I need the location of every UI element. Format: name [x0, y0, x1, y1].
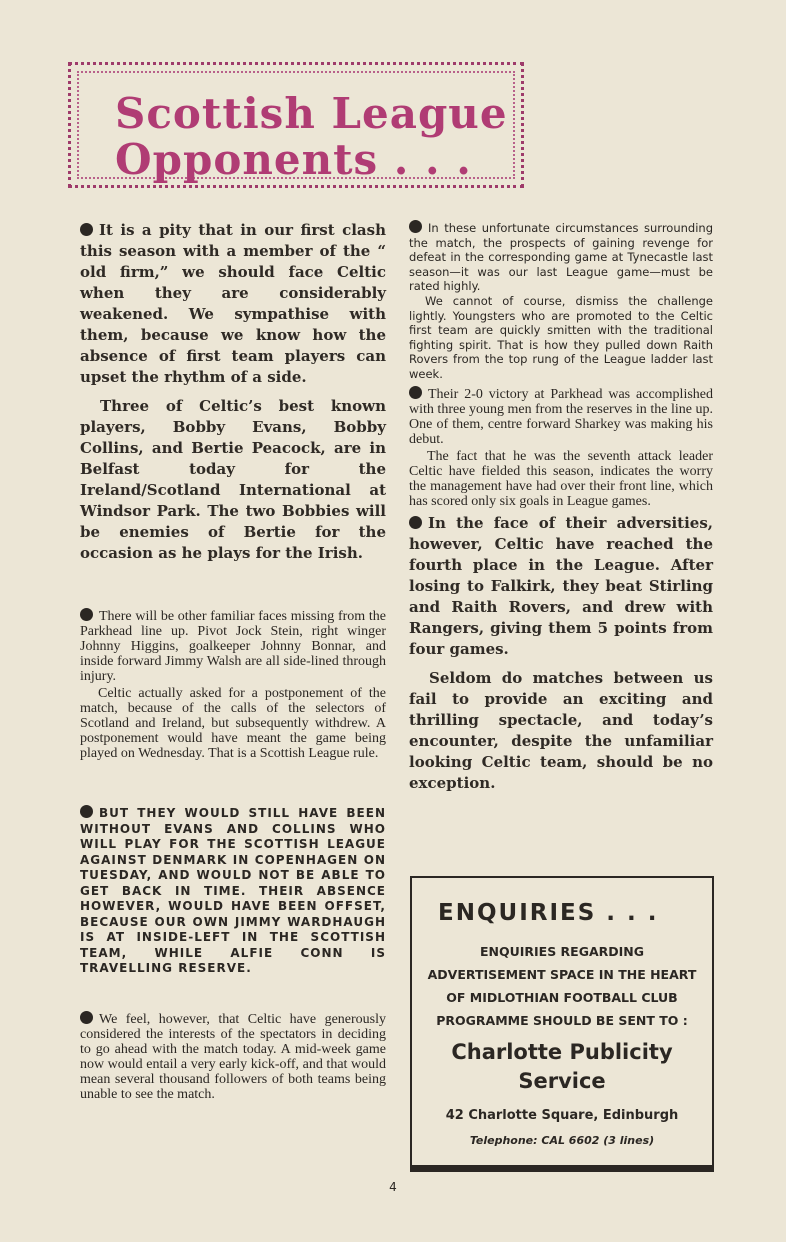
right-paragraph-3-text: Their 2-0 victory at Parkhead was accomplished with three young men from the reserves in the line up. One of them, centre forward Sharkey was making his debut.: [409, 386, 713, 447]
left-paragraph-3-text: There will be other familiar faces missing from the Parkhead line up. Pivot Jock Stein, right winger Johnny Higgins, goalkeeper Johnny Bonnar, and inside forward Jimmy Walsh are all side-lined through injury.: [80, 609, 386, 684]
right-paragraph-5: [409, 513, 713, 660]
right-paragraph-1: [409, 220, 713, 294]
advert-body: ENQUIRIES REGARDING ADVERTISEMENT SPACE IN THE HEART OF MIDLOTHIAN FOOTBALL CLUB PROGRAMME SHOULD BE SENT TO :: [427, 944, 697, 1028]
left-paragraph-4: Celtic actually asked for a postponement of the match, because of the calls of the selectors of Scotland and Ireland, but subsequently withdrew. A postponement would have meant the game being played on Wednesday. That is a Scottish League rule.: [80, 686, 386, 761]
enquiries-advert: [410, 876, 714, 1172]
advert-phone: Telephone: CAL 6602 (3 lines): [469, 1134, 655, 1147]
left-paragraph-1-text: It is a pity that in our first clash this season with a member of the “ old firm,” we should face Celtic when they are considerably weakened. We sympathise with them, because we know how the absence of first team players can upset the rhythm of a side.: [80, 221, 386, 386]
bullet-icon: [80, 223, 93, 236]
bullet-icon: [80, 608, 93, 621]
right-paragraph-6: Seldom do matches between us fail to provide an exciting and thrilling spectacle, and today’s encounter, despite the unfamiliar looking Celtic team, should be no exception.: [409, 668, 713, 792]
title-box: [68, 62, 524, 188]
right-column: [409, 220, 713, 794]
title-line-1: Scottish League: [115, 89, 508, 138]
bullet-icon: [409, 386, 422, 399]
advert-company: Charlotte Publicity Service: [451, 1040, 673, 1093]
advert-address: 42 Charlotte Square, Edinburgh: [445, 1108, 679, 1123]
left-paragraph-3: [80, 608, 386, 684]
right-paragraph-5-text: In the face of their adversities, however, Celtic have reached the fourth place in the League. After losing to Falkirk, they beat Stirling and Raith Rovers, and drew with Rangers, giving them 5 points from four games.: [409, 513, 713, 658]
right-paragraph-4: The fact that he was the seventh attack leader Celtic have fielded this season, indicates the worry the management have had over their front line, which has scored only six goals in League games.: [409, 448, 713, 509]
bullet-icon: [80, 805, 93, 818]
bullet-icon: [80, 1011, 93, 1024]
left-paragraph-6: [80, 1011, 386, 1102]
page-number: 4: [389, 1180, 397, 1194]
advert-title: ENQUIRIES . . .: [438, 900, 659, 926]
left-paragraph-6-text: We feel, however, that Celtic have generously considered the interests of the spectators in deciding to go ahead with the match today. A mid-week game now would entail a very early kick-off, and that would mean several thousand followers of both teams being unable to see the match.: [80, 1011, 386, 1102]
left-paragraph-5-text: BUT THEY WOULD STILL HAVE BEEN WITHOUT EVANS AND COLLINS WHO WILL PLAY FOR THE SCOTTISH LEAGUE AGAINST DENMARK IN COPENHAGEN ON TUESDAY, AND WOULD NOT BE ABLE TO GET BACK IN TIME. THEIR ABSENCE HOWEVER, WOULD HAVE BEEN OFFSET, BECAUSE OUR OWN JIMMY WARDHAUGH IS AT INSIDE-LEFT IN THE SCOTTISH TEAM, WHILE ALFIE CONN IS TRAVELLING RESERVE.: [80, 806, 386, 975]
left-column: [80, 220, 386, 1102]
left-paragraph-5: [80, 805, 386, 977]
left-paragraph-2: Three of Celtic’s best known players, Bobby Evans, Bobby Collins, and Bertie Peacock, are in Belfast today for the Ireland/Scotland International at Windsor Park. The two Bobbies will be enemies of Bertie for the occasion as he plays for the Irish.: [80, 397, 386, 562]
bullet-icon: [409, 220, 422, 233]
bullet-icon: [409, 516, 422, 529]
right-paragraph-1-text: In these unfortunate circumstances surrounding the match, the prospects of gaining revenge for defeat in the corresponding game at Tynecastle last season—it was our last League game—must be rated highly.: [409, 221, 713, 294]
advert-bottom-rule: [412, 1165, 712, 1170]
right-paragraph-3: [409, 386, 713, 447]
title-line-2: Opponents . . .: [115, 135, 472, 184]
left-paragraph-1: [80, 220, 386, 388]
right-paragraph-2: We cannot of course, dismiss the challenge lightly. Youngsters who are promoted to the Celtic first team are quickly smitten with the traditional fighting spirit. That is how they pulled down Raith Rovers from the top rung of the League ladder last week.: [409, 293, 713, 381]
